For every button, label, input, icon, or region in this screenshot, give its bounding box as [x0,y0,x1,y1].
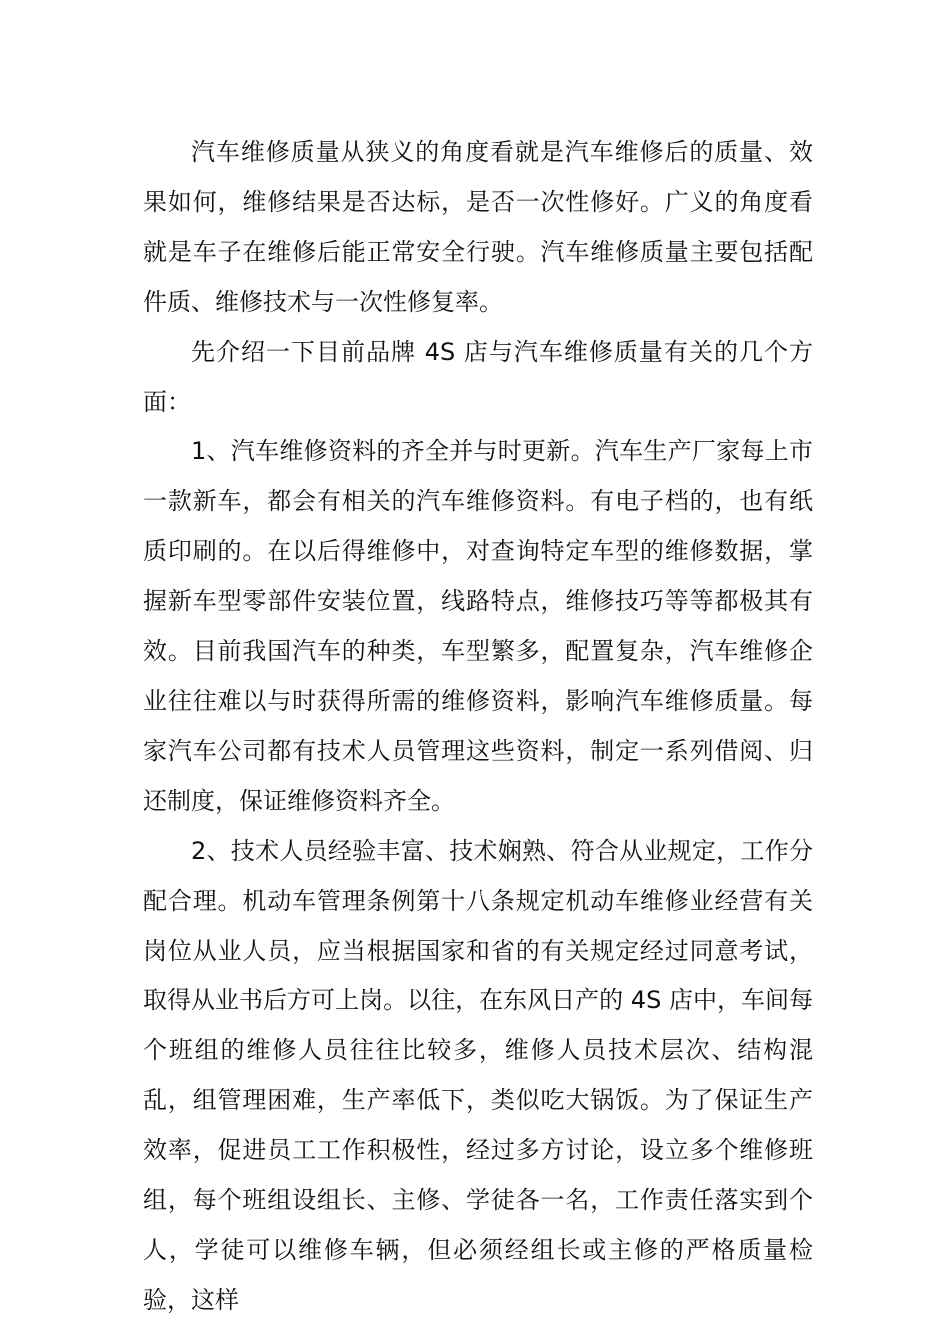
paragraph-overview: 先介绍一下目前品牌 4S 店与汽车维修质量有关的几个方面： [143,337,813,416]
paragraph-point-1: 1、汽车维修资料的齐全并与时更新。汽车生产厂家每上市一款新车，都会有相关的汽车维修资料。有电子档的，也有纸质印刷的。在以后得维修中，对查询特定车型的维修数据，掌握新车型零部件安装位置，线路特点，维修技巧等等都极其有效。目前我国汽车的种类，车型繁多，配置复杂，汽车维修企业往往难以与时获得所需的维修资料，影响汽车维修质量。每家汽车公司都有技术人员管理这些资料，制定一系列借阅、归还制度，保证维修资料齐全。 [143,437,813,815]
document-body [143,128,813,1326]
paragraph-intro: 汽车维修质量从狭义的角度看就是汽车维修后的质量、效果如何，维修结果是否达标，是否一次性修好。广义的角度看就是车子在维修后能正常安全行驶。汽车维修质量主要包括配件质、维修技术与一次性修复率。 [143,138,813,316]
paragraph-point-2: 2、技术人员经验丰富、技术娴熟、符合从业规定，工作分配合理。机动车管理条例第十八条规定机动车维修业经营有关岗位从业人员，应当根据国家和省的有关规定经过同意考试，取得从业书后方可上岗。以往，在东风日产的 4S 店中，车间每个班组的维修人员往往比较多，维修人员技术层次、结构混乱，组管理困难，生产率低下，类似吃大锅饭。为了保证生产效率，促进员工工作积极性，经过多方讨论，设立多个维修班组，每个班组设组长、主修、学徒各一名，工作责任落实到个人，学徒可以维修车辆，但必须经组长或主修的严格质量检验，这样 [143,836,813,1314]
